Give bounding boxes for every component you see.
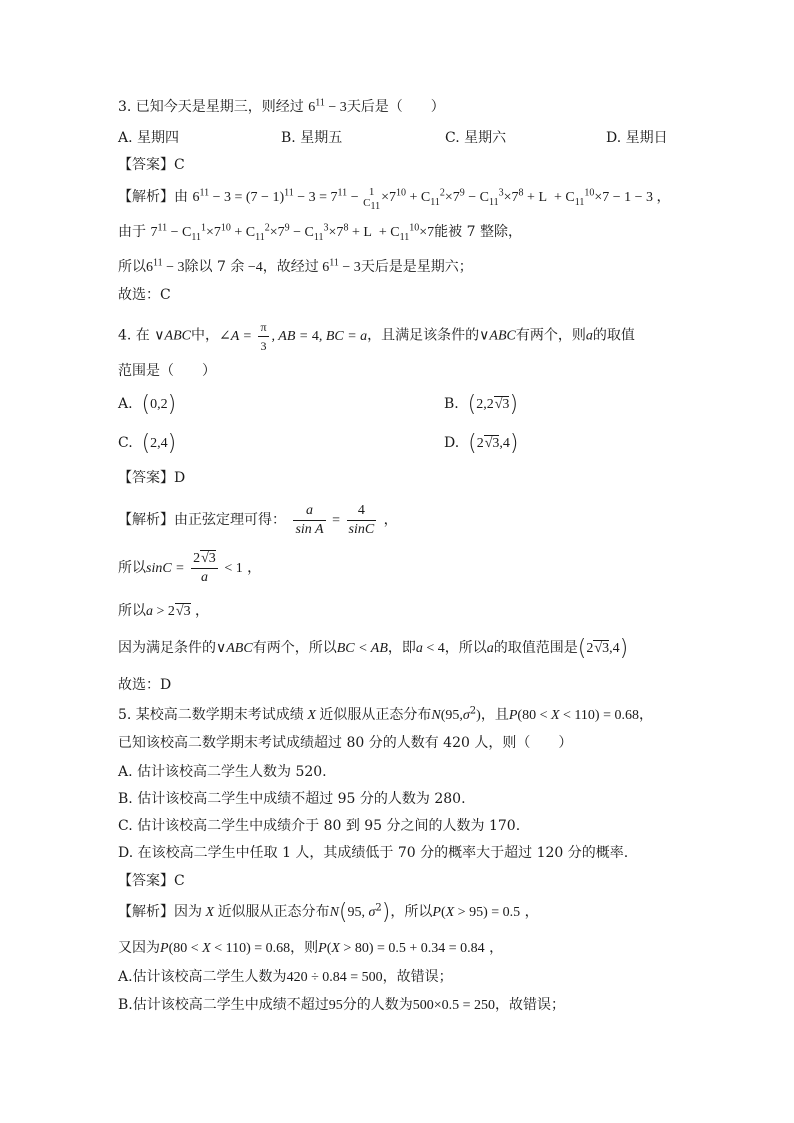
q4-option-a: A. (0,2) [118, 392, 177, 417]
q4-option-a-label: A. [118, 396, 133, 412]
q5-sol2-b: ，则 [290, 940, 319, 956]
q3-line3-text: 所以 [118, 259, 146, 275]
q5-option-d: D. 在该校高二学生中任取 1 人，其成绩低于 70 分的概率大于超过 120 分的概率. [118, 845, 629, 861]
q4-option-d-label: D. [444, 435, 460, 451]
q4-option-d: D. (2√3,4) [444, 431, 519, 456]
q3-line2-text: 由于 [118, 224, 146, 240]
q5-solution-line3: A.估计该校高二学生人数为420 ÷ 0.84 = 500，故错误； [118, 969, 453, 985]
q4-stem-a: 4. 在 [118, 327, 150, 344]
q4-stem-d: 有两个，则 [515, 327, 586, 344]
q5-stem-a: 5. 某校高二数学期末考试成绩 [118, 707, 304, 723]
q4-sol-d-e: 的取值范围是 [493, 640, 578, 656]
q4-solution-line4: 因为满足条件的∨ABC有两个，所以BC < AB，即a < 4，所以a的取值范围是(2√3,4) [118, 636, 629, 661]
q4-stem-c: ，且满足该条件的 [367, 327, 480, 344]
q3-sol-expr1: $6^{11} - 3 = (7 - 1)^{11} - 3 = 7^{11}$ − 1 $C_{11}$ $\times 7^{10} + C_{11}^2\times 7^9 - C_{11}^3\times 7^8 + L + C_{11}^{10}\times 7 - 1 - 3$ ， [192, 186, 671, 213]
q5-sol4-c: ，故错误； [495, 997, 566, 1013]
q4-sol-c: 所以 [118, 603, 146, 619]
q5-answer: 【答案】C [118, 873, 185, 889]
q4-stem: 4. 在 ∨ABC中，∠A = $\frac{\pi}{3}$ , AB = 4, BC = a，且满足该条件的∨ABC有两个，则a的取值 [118, 320, 635, 353]
q3-option-a: A. 星期四 [118, 130, 180, 146]
q5-stem: 5. 某校高二数学期末考试成绩 X 近似服从正态分布$N(95,\sigma^2)$，且P(80 < X < 110) = 0.68， [118, 705, 653, 723]
q3-solution-line3: 所以$6^{11} - 3$除以 7 余 −4，故经过 $6^{11} - 3$天后是是星期六； [118, 257, 473, 275]
q4-option-c: C. (2,4) [118, 431, 177, 456]
q4-stem-line2: 范围是（ ） [118, 363, 216, 379]
q3-line3-text-d: 天后是是星期六； [360, 259, 473, 275]
q4-triangle: ∨ABC [154, 328, 191, 344]
q4-stem-b: 中， [190, 327, 219, 344]
q5-stem-c: ，且 [480, 707, 509, 723]
q3-option-b: B. 星期五 [281, 130, 343, 146]
q4-sol-d-d: ，所以 [444, 640, 487, 656]
q4-option-b-label: B. [444, 396, 459, 412]
q5-option-b: B. 估计该校高二学生中成绩不超过 95 分的人数为 280. [118, 791, 466, 807]
q4-answer: 【答案】D [118, 470, 186, 486]
q3-stem-text-b: 天后是（ ） [346, 99, 445, 115]
q4-sol-d-a: 因为满足条件的 [118, 640, 216, 656]
q5-sol-c: ，所以 [390, 904, 433, 920]
q3-option-d: D. 星期日 [606, 130, 668, 146]
q4-sol-d-b: 有两个，所以 [252, 640, 337, 656]
q5-solution-line2: 又因为P(80 < X < 110) = 0.68，则P(X > 80) = 0.5 + 0.34 = 0.84 ， [118, 940, 504, 956]
q3-choose: 故选：C [118, 287, 171, 303]
q5-stem-b: 近似服从正态分布 [319, 707, 432, 723]
q3-solution-line1 [118, 186, 671, 213]
q4-choose: 故选：D [118, 677, 172, 693]
q4-sol-b: 所以 [118, 560, 146, 576]
q3-solution-line2 [118, 222, 522, 243]
q3-stem-text: 3. 已知今天是星期三，则经过 [118, 99, 304, 115]
q3-sol-label: 【解析】由 [118, 189, 188, 206]
q5-sol-a: 【解析】因为 [118, 904, 202, 920]
q4-option-c-label: C. [118, 435, 133, 451]
q5-sol4-a: B.估计该校高二学生中成绩不超过 [118, 997, 329, 1013]
q3-sol-expr2: $7^{11} - C_{11}^1\times 7^{10} + C_{11}^2\times 7^9 - C_{11}^3\times 7^8 + L + C_{11}^{10}\times 7$ [150, 222, 435, 243]
q5-solution-line4: B.估计该校高二学生中成绩不超过95分的人数为500×0.5 = 250，故错误； [118, 997, 566, 1013]
q4-sol-d-c: ，即 [387, 640, 416, 656]
q5-sol2-a: 又因为 [118, 940, 160, 956]
q3-line3-text-b: 除以 7 余 [184, 259, 245, 275]
q4-solution-line1: 【解析】由正弦定理可得： $\frac{a}{\text{sin A}}$ = $\frac{4}{\sin C}$ ， [118, 502, 398, 537]
q4-sol-a: 【解析】由正弦定理可得： [118, 512, 286, 528]
q5-solution-line1: 【解析】因为 X 近似服从正态分布N(95, $\sigma^2$)，所以P(X > 95) = 0.5 ， [118, 900, 539, 925]
q5-option-a: A. 估计该校高二学生人数为 520. [118, 764, 327, 780]
q4-option-b: B. (2,2√3) [444, 392, 519, 417]
q5-option-c: C. 估计该校高二学生中成绩介于 80 到 95 分之间的人数为 170. [118, 818, 521, 834]
q4-condition: ∠A = $\frac{\pi}{3}$ , AB = 4, BC = a [218, 320, 368, 353]
q3-line2-text-b: 能被 7 整除， [434, 224, 522, 240]
q3-stem [118, 97, 445, 118]
q4-solution-line2: 所以sinC = $\frac{2√3}{a}$ < 1 ， [118, 550, 262, 585]
q5-sol4-b: 分的人数为 [342, 997, 413, 1013]
q5-stem-line2: 已知该校高二数学期末考试成绩超过 80 分的人数有 420 人，则（ ） [118, 735, 573, 751]
q3-answer: 【答案】C [118, 157, 185, 173]
q3-option-c: C. 星期六 [445, 130, 507, 146]
q5-sol-b: 近似服从正态分布 [217, 904, 330, 920]
q5-sol3-a: A.估计该校高二学生人数为 [118, 969, 287, 985]
q4-solution-line3: 所以a > 2√3 ， [118, 603, 210, 619]
q3-expr: $6^{11} - 3$ [308, 97, 347, 115]
q3-line3-text-c: ，故经过 [262, 259, 319, 275]
q4-stem-e: 的取值 [592, 327, 635, 344]
q5-sol3-b: ，故错误； [382, 969, 453, 985]
